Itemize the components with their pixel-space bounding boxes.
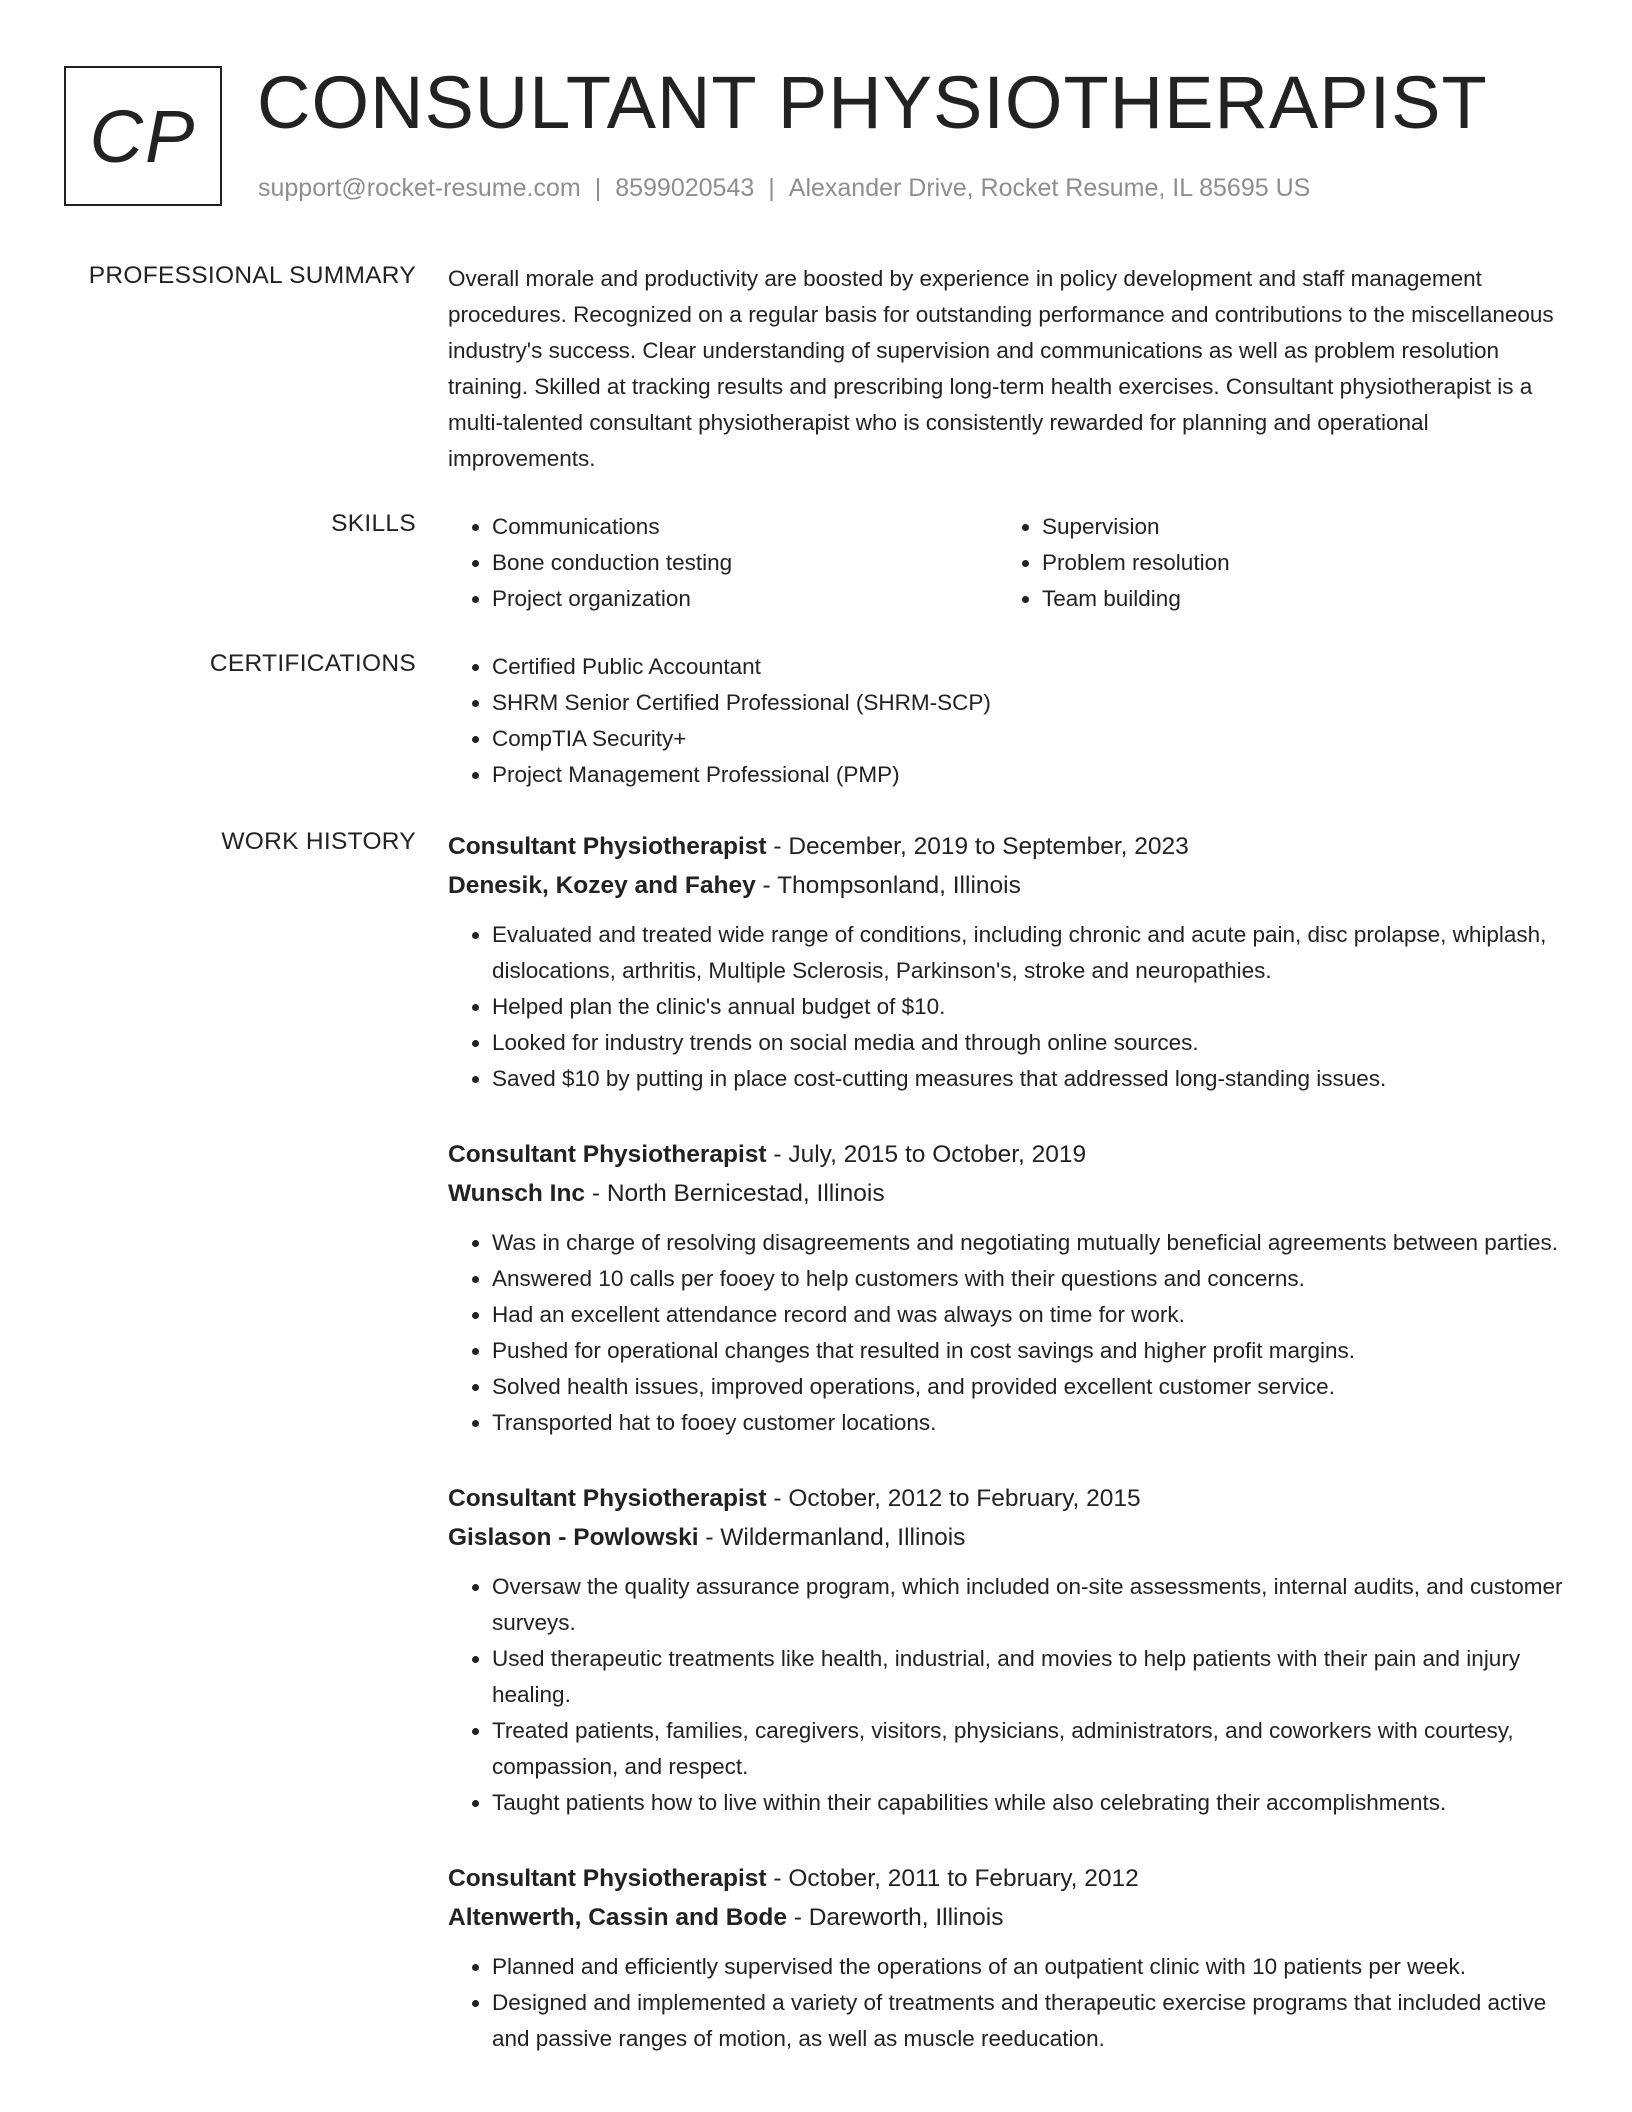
skills-body [448, 509, 1568, 617]
job-dates: - July, 2015 to October, 2019 [766, 1141, 1087, 1168]
job-title-line [448, 827, 1568, 866]
job-company: Wunsch Inc [448, 1180, 586, 1207]
certification-item: • Certified Public Accountant [492, 649, 1568, 685]
certification-item: • Project Management Professional (PMP) [492, 757, 1568, 793]
job-title: Consultant Physiotherapist [448, 1865, 767, 1892]
contact-separator: | [594, 174, 602, 202]
job-location: - Thompsonland, Illinois [755, 872, 1021, 899]
section-label-summary: PROFESSIONAL SUMMARY [88, 262, 416, 289]
section-label-skills: SKILLS [331, 510, 416, 537]
contact-separator: | [768, 174, 775, 202]
job-bullet: • Had an excellent attendance record and was always on time for work. [492, 1297, 1568, 1333]
job-bullet: • Taught patients how to live within their capabilities while also celebrating their accomplishments. [492, 1785, 1568, 1821]
job-title: Consultant Physiotherapist [448, 1141, 767, 1168]
section-label-certifications: CERTIFICATIONS [209, 650, 416, 677]
job-company-line [448, 1518, 1568, 1557]
summary-text: Overall morale and productivity are boosted by experience in policy development and staff management procedures. Recognized on a regular basis for outstanding performance and contributions to the miscellaneous industry's success. Clear understanding of supervision and communications as well as problem resolution training. Skilled at tracking results and prescribing long-term health exercises. Consultant physiotherapist is a multi-talented consultant physiotherapist who is consistently rewarded for planning and operational improvements. [448, 266, 1554, 471]
job-bullet: • Planned and efficiently supervised the operations of an outpatient clinic with 10 patients per week. [492, 1949, 1568, 1985]
job-bullet: • Oversaw the quality assurance program, which included on-site assessments, internal audits, and customer surveys. [492, 1569, 1568, 1641]
job-entry [448, 1135, 1568, 1441]
section-label-work-history: WORK HISTORY [221, 828, 416, 855]
job-location: - North Bernicestad, Illinois [585, 1180, 885, 1207]
job-company: Altenwerth, Cassin and Bode [448, 1904, 787, 1931]
certification-item: • CompTIA Security+ [492, 721, 1568, 757]
skill-item: • Bone conduction testing [492, 545, 998, 581]
job-bullets [448, 917, 1568, 1097]
certification-item: • SHRM Senior Certified Professional (SHRM-SCP) [492, 685, 1568, 721]
job-bullet: • Solved health issues, improved operations, and provided excellent customer service. [492, 1369, 1568, 1405]
skill-item: • Supervision [1042, 509, 1548, 545]
job-location: - Wildermanland, Illinois [698, 1524, 966, 1551]
job-bullet: • Designed and implemented a variety of treatments and therapeutic exercise programs that included active and passive ranges of motion, as well as muscle reeducation. [492, 1985, 1568, 2057]
job-company-line [448, 866, 1568, 905]
work-history-body [448, 827, 1568, 2071]
skills-column-left [448, 509, 998, 617]
job-bullet: • Evaluated and treated wide range of conditions, including chronic and acute pain, disc prolapse, whiplash, dislocations, arthritis, Multiple Sclerosis, Parkinson's, stroke and neuropathies. [492, 917, 1568, 989]
skill-item: • Project organization [492, 581, 998, 617]
contact-email: support@rocket-resume.com [258, 174, 581, 202]
contact-phone: 8599020543 [615, 174, 755, 202]
job-title-line [448, 1859, 1568, 1898]
job-dates: - October, 2012 to February, 2015 [766, 1485, 1141, 1512]
job-dates: - October, 2011 to February, 2012 [766, 1865, 1139, 1892]
skill-item: • Communications [492, 509, 998, 545]
job-title-line [448, 1479, 1568, 1518]
job-title-line [448, 1135, 1568, 1174]
job-bullet: • Answered 10 calls per fooey to help customers with their questions and concerns. [492, 1261, 1568, 1297]
job-company-line [448, 1174, 1568, 1213]
job-entry [448, 1479, 1568, 1821]
page-title: CONSULTANT PHYSIOTHERAPIST [257, 61, 1488, 144]
job-bullet: • Transported hat to fooey customer locations. [492, 1405, 1568, 1441]
job-bullet: • Looked for industry trends on social media and through online sources. [492, 1025, 1568, 1061]
job-location: - Dareworth, Illinois [786, 1904, 1004, 1931]
job-bullets [448, 1225, 1568, 1441]
job-company: Denesik, Kozey and Fahey [448, 872, 756, 899]
resume-header [64, 61, 1584, 210]
job-bullet: • Used therapeutic treatments like health, industrial, and movies to help patients with their pain and injury healing. [492, 1641, 1568, 1713]
skills-column-right [998, 509, 1548, 617]
contact-line [258, 174, 1310, 203]
skill-item: • Team building [1042, 581, 1548, 617]
job-dates: - December, 2019 to September, 2023 [766, 833, 1189, 860]
skill-item: • Problem resolution [1042, 545, 1548, 581]
job-company-line [448, 1898, 1568, 1937]
job-entry [448, 1859, 1568, 2057]
certifications-body [448, 649, 1568, 793]
monogram: CP [64, 66, 222, 206]
job-bullet: • Pushed for operational changes that resulted in cost savings and higher profit margins. [492, 1333, 1568, 1369]
job-bullets [448, 1949, 1568, 2057]
job-title: Consultant Physiotherapist [448, 1485, 767, 1512]
contact-address: Alexander Drive, Rocket Resume, IL 85695 US [788, 174, 1311, 202]
job-company: Gislason - Powlowski [448, 1524, 699, 1551]
job-title: Consultant Physiotherapist [448, 833, 767, 860]
summary-body [448, 261, 1568, 477]
job-bullets [448, 1569, 1568, 1821]
job-entry [448, 827, 1568, 1097]
job-bullet: • Helped plan the clinic's annual budget of $10. [492, 989, 1568, 1025]
job-bullet: • Treated patients, families, caregivers, visitors, physicians, administrators, and coworkers with courtesy, compassion, and respect. [492, 1713, 1568, 1785]
job-bullet: • Was in charge of resolving disagreements and negotiating mutually beneficial agreements between parties. [492, 1225, 1568, 1261]
job-bullet: • Saved $10 by putting in place cost-cutting measures that addressed long-standing issues. [492, 1061, 1568, 1097]
